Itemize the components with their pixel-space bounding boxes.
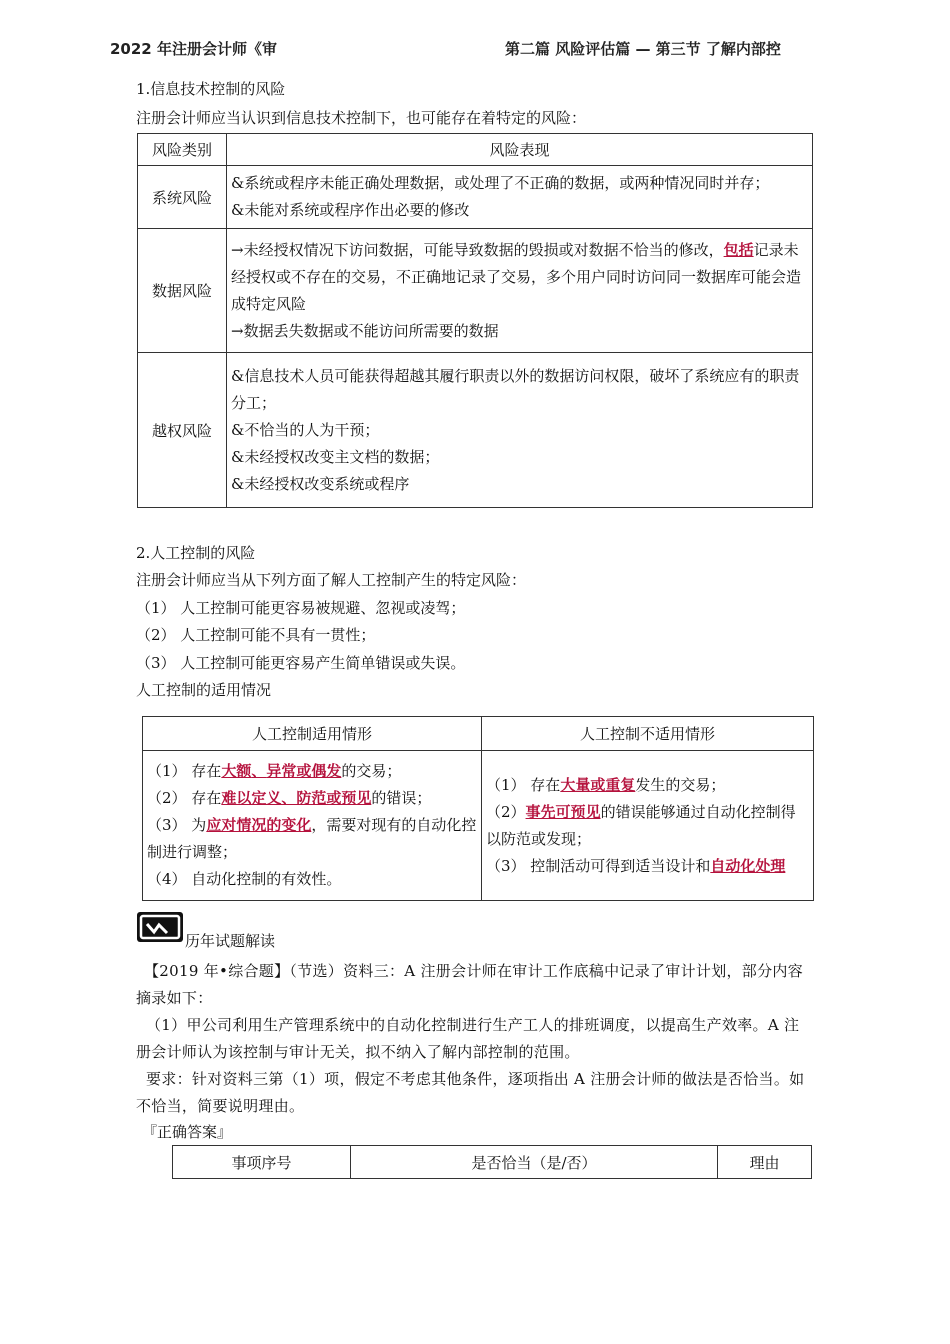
risk-line: &未经授权改变主文档的数据； xyxy=(231,447,440,466)
exam-icon xyxy=(137,912,183,942)
section2-heading: 2.人工控制的风险 xyxy=(136,544,256,562)
header-right: 第二篇 风险评估篇 — 第三节 了解内部控 xyxy=(505,40,781,58)
highlight-text: 、 xyxy=(251,762,267,780)
risk-category: 越权风险 xyxy=(138,353,227,508)
text: （1） 存在 xyxy=(147,762,222,780)
section2-subheading: 人工控制的适用情况 xyxy=(136,681,272,699)
text: （3） 控制活动可得到适当设计和 xyxy=(486,856,711,875)
risk-description xyxy=(227,353,813,508)
text: （2） xyxy=(486,802,526,821)
list-item xyxy=(486,799,809,853)
manual-control-table xyxy=(142,716,814,901)
text: 的交易； xyxy=(341,762,402,780)
exam-title: 历年试题解读 xyxy=(185,932,276,950)
text: （2） 存在 xyxy=(147,789,222,807)
it-risk-table xyxy=(137,133,813,508)
text: 发生的交易； xyxy=(635,775,726,794)
header-left: 2022 年注册会计师《审 xyxy=(110,40,277,58)
list-item: （2） 人工控制可能不具有一贯性； xyxy=(136,626,376,644)
text: （3） 为 xyxy=(147,816,207,834)
section1-intro: 注册会计师应当认识到信息技术控制下，也可能存在着特定的风险： xyxy=(136,109,587,127)
text: 记录未经授权或不存在的交易，不正确地记录了交易，多个用户同时访问同一数据库可能会造成特定风险 xyxy=(231,240,802,313)
list-item xyxy=(147,785,477,812)
table-row xyxy=(138,229,813,353)
highlight-text: 异常或偶发 xyxy=(266,762,342,780)
list-item xyxy=(486,853,809,880)
list-item xyxy=(486,772,809,799)
risk-description xyxy=(227,166,813,229)
col-header-category: 风险类别 xyxy=(138,134,227,166)
answer-col-header: 事项序号 xyxy=(173,1146,351,1179)
list-item: （1） 人工控制可能更容易被规避、忽视或凌驾； xyxy=(136,599,466,617)
table-row xyxy=(138,353,813,508)
list-item xyxy=(147,812,477,866)
risk-line: &未能对系统或程序作出必要的修改 xyxy=(231,201,470,219)
list-item xyxy=(147,758,477,785)
highlight-text: 包括 xyxy=(723,240,754,259)
risk-line: &信息技术人员可能获得超越其履行职责以外的数据访问权限，破坏了系统应有的职责分工； xyxy=(231,366,800,412)
col-header-manifestation: 风险表现 xyxy=(227,134,813,166)
risk-description xyxy=(227,229,813,353)
text: 的错误； xyxy=(371,789,432,807)
text: （1） 存在 xyxy=(486,775,561,794)
answer-col-header: 是否恰当（是/否） xyxy=(351,1146,718,1179)
highlight-text: 自动化处理 xyxy=(710,856,786,875)
list-item: （3） 人工控制可能更容易产生简单错误或失误。 xyxy=(136,654,466,672)
col-header-applicable: 人工控制适用情形 xyxy=(143,717,482,751)
risk-category: 系统风险 xyxy=(138,166,227,229)
col-header-not-applicable: 人工控制不适用情形 xyxy=(482,717,814,751)
text: →未经授权情况下访问数据，可能导致数据的毁损或对数据不恰当的修改， xyxy=(231,240,724,259)
risk-line: →数据丢失数据或不能访问所需要的数据 xyxy=(231,321,499,340)
answer-table xyxy=(172,1145,812,1179)
answer-label: 『正确答案』 xyxy=(142,1123,233,1141)
text: 的错误能够通过自动化控制得以防范或发现； xyxy=(486,802,796,848)
answer-col-header: 理由 xyxy=(718,1146,812,1179)
risk-line xyxy=(231,237,808,318)
text: ，需要对现有的自动化控制进行调整； xyxy=(147,816,477,861)
section1-heading: 1.信息技术控制的风险 xyxy=(136,80,286,98)
highlight-text: 大额 xyxy=(221,762,252,780)
list-item: （4） 自动化控制的有效性。 xyxy=(147,870,342,888)
highlight-text: 大量或重复 xyxy=(560,775,636,794)
exam-question-intro: 【2019 年•综合题】（节选）资料三：A 注册会计师在审计工作底稿中记录了审计计划，部分内容摘录如下： xyxy=(136,962,803,1007)
not-applicable-cell xyxy=(482,751,814,901)
table-row xyxy=(138,166,813,229)
highlight-text: 应对情况的变化 xyxy=(206,816,312,834)
risk-category: 数据风险 xyxy=(138,229,227,353)
exam-requirement: 要求：针对资料三第（1）项，假定不考虑其他条件，逐项指出 A 注册会计师的做法是否恰当。如不恰当，简要说明理由。 xyxy=(136,1070,805,1115)
table-row xyxy=(143,751,814,901)
risk-line: &不恰当的人为干预； xyxy=(231,420,380,439)
applicable-cell xyxy=(143,751,482,901)
risk-line: &系统或程序未能正确处理数据，或处理了不正确的数据，或两种情况同时并存； xyxy=(231,174,770,192)
risk-line: &未经授权改变系统或程序 xyxy=(231,474,410,493)
section2-intro: 注册会计师应当从下列方面了解人工控制产生的特定风险： xyxy=(136,571,527,589)
highlight-text: 事先可预见 xyxy=(525,802,601,821)
highlight-text: 难以定义、防范或预见 xyxy=(221,789,372,807)
exam-question-item: （1）甲公司利用生产管理系统中的自动化控制进行生产工人的排班调度，以提高生产效率。A 注册会计师认为该控制与审计无关，拟不纳入了解内部控制的范围。 xyxy=(136,1016,800,1061)
